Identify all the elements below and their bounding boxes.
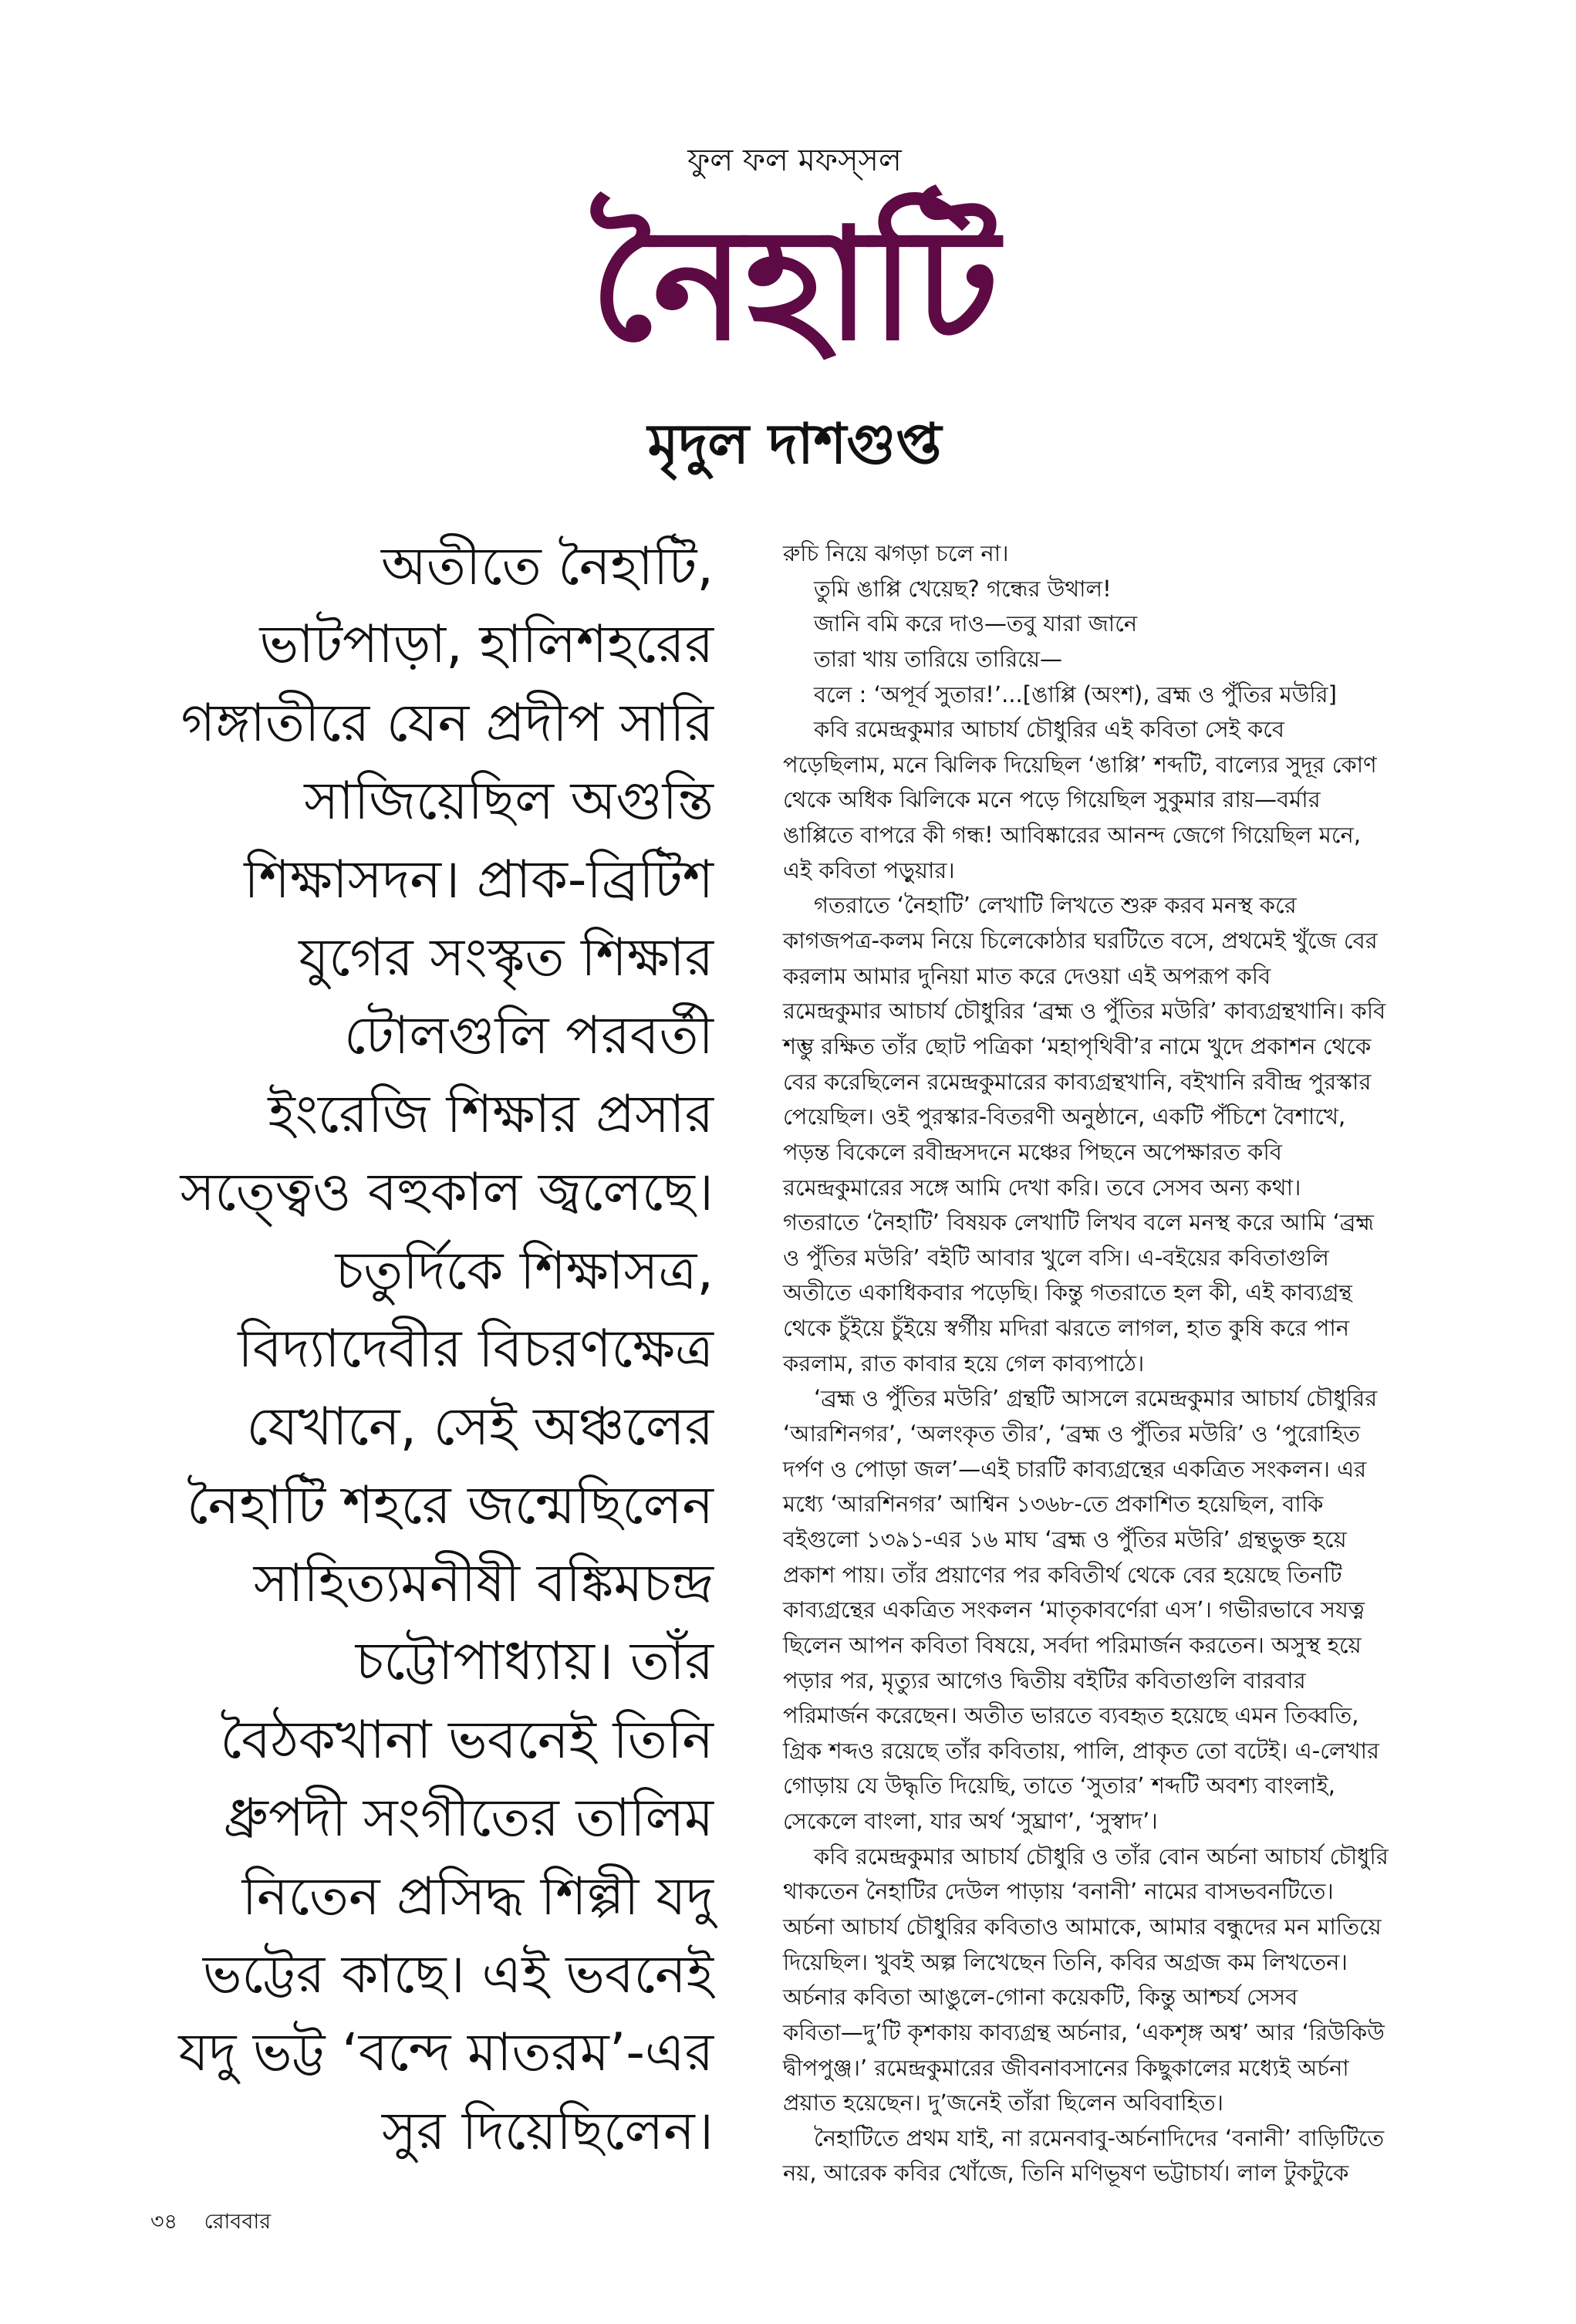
- body-line: অতীতে একাধিকবার পড়েছি। কিন্তু গতরাতে হল কী, এই কাব্যগ্রন্থ: [783, 1279, 1352, 1306]
- body-line: মধ্যে ‘আরশিনগর’ আশ্বিন ১৩৬৮-তে প্রকাশিত হয়েছিল, বাকি: [783, 1491, 1324, 1518]
- body-line: তারা খায় তারিয়ে তারিয়ে—: [814, 645, 1063, 672]
- body-line: গ্রিক শব্দও রয়েছে তাঁর কবিতায়, পালি, প্রাকৃত তো বটেই। এ-লেখার: [783, 1737, 1379, 1764]
- body-line: রুচি নিয়ে ঝগড়া চলে না।: [783, 540, 1009, 566]
- intro-line: যদু ভট্ট ‘বন্দে মাতরম’-এর: [178, 2022, 714, 2084]
- intro-line: নৈহাটি শহরে জন্মেছিলেন: [187, 1474, 714, 1536]
- intro-line: চতুর্দিকে শিক্ষাসত্র,: [335, 1240, 714, 1302]
- body-line: থেকে অধিক ঝিলিকে মনে পড়ে গিয়েছিল সুকুমার রায়—বর্মার: [783, 786, 1321, 813]
- body-line: নৈহাটিতে প্রথম যাই, না রমেনবাবু-অর্চনাদিদের ‘বনানী’ বাড়িটিতে: [814, 2124, 1385, 2151]
- body-line: দর্পণ ও পোড়া জল’—এই চারটি কাব্যগ্রন্থের একত্রিত সংকলন। এর: [783, 1455, 1367, 1482]
- intro-line: টোলগুলি পরবর্তী: [344, 1005, 714, 1067]
- body-line: করলাম আমার দুনিয়া মাত করে দেওয়া এই অপরূপ কবি: [783, 962, 1271, 989]
- body-line: তুমি ঙাপ্পি খেয়েছ? গন্ধের উথাল!: [814, 575, 1112, 602]
- body-line: গতরাতে ‘নৈহাটি’ বিষয়ক লেখাটি লিখব বলে মনস্থ করে আমি ‘ব্রহ্ম: [783, 1209, 1375, 1236]
- body-line: ঙাপ্পিতে বাপরে কী গন্ধ! আবিষ্কারের আনন্দ জেগে গিয়েছিল মনে,: [783, 822, 1362, 849]
- body-line: দ্বীপপুঞ্জ।’ রমেন্দ্রকুমারের জীবনাবসানের কিছুকালের মধ্যেই অর্চনা: [783, 2054, 1349, 2081]
- body-line: থেকে চুঁইয়ে চুঁইয়ে স্বর্গীয় মদিরা ঝরতে লাগল, হাত কুষি করে পান: [783, 1315, 1350, 1342]
- body-line: কাব্যগ্রন্থের একত্রিত সংকলন ‘মাতৃকাবর্ণেরা এস’। গভীরভাবে সযত্ন: [783, 1596, 1365, 1623]
- intro-line: শিক্ষাসদন। প্রাক-ব্রিটিশ: [244, 849, 714, 910]
- body-line: করলাম, রাত কাবার হয়ে গেল কাব্যপাঠে।: [783, 1349, 1145, 1376]
- intro-line: সাহিত্যমনীষী বঙ্কিমচন্দ্র: [253, 1553, 714, 1615]
- body-line: গোড়ায় যে উদ্ধৃতি দিয়েছি, তাতে ‘সুতার’ শব্দটি অবশ্য বাংলাই,: [783, 1772, 1335, 1799]
- section-kicker: ফুল ফল মফস্‌সল: [687, 143, 902, 178]
- intro-line: ধ্রুপদী সংগীতের তালিম: [224, 1788, 714, 1849]
- body-line: ‘ব্রহ্ম ও পুঁতির মউরি’ গ্রন্থটি আসলে রমেন্দ্রকুমার আচার্য চৌধুরির: [814, 1385, 1378, 1412]
- intro-line: যেখানে, সেই অঞ্চলের: [246, 1397, 714, 1458]
- intro-line: নিতেন প্রসিদ্ধ শিল্পী যদু: [241, 1866, 714, 1927]
- body-line: দিয়েছিল। খুবই অল্প লিখেছেন তিনি, কবির অগ্রজ কম লিখতেন।: [783, 1948, 1348, 1975]
- intro-line: অতীতে নৈহাটি,: [381, 536, 714, 597]
- page-footer: [150, 2208, 291, 2236]
- intro-line: গঙ্গাতীরে যেন প্রদীপ সারি: [181, 692, 714, 754]
- body-line: কাগজপত্র-কলম নিয়ে চিলেকোঠার ঘরটিতে বসে, প্রথমেই খুঁজে বের: [783, 927, 1378, 954]
- body-column: [783, 536, 1454, 2191]
- intro-line: ভট্টের কাছে। এই ভবনেই: [202, 1944, 714, 2006]
- body-line: পড়ন্ত বিকেলে রবীন্দ্রসদনে মঞ্চের পিছনে অপেক্ষারত কবি: [783, 1138, 1282, 1165]
- body-line: অর্চনা আচার্য চৌধুরির কবিতাও আমাকে, আমার বন্ধুদের মন মাতিয়ে: [783, 1913, 1382, 1940]
- author-byline: মৃদুল দাশগুপ্ত: [647, 411, 942, 476]
- body-line: পড়ার পর, মৃত্যুর আগেও দ্বিতীয় বইটির কবিতাগুলি বারবার: [783, 1667, 1306, 1694]
- body-line: বইগুলো ১৩৯১-এর ১৬ মাঘ ‘ব্রহ্ম ও পুঁতির মউরি’ গ্রন্থভুক্ত হয়ে: [783, 1525, 1347, 1552]
- body-line: শম্ভু রক্ষিত তাঁর ছোট পত্রিকা ‘মহাপৃথিবী’র নামে খুদে প্রকাশন থেকে: [783, 1032, 1372, 1059]
- intro-line: ভাটপাড়া, হালিশহরের: [259, 614, 714, 676]
- body-line: কবিতা—দু’টি কৃশকায় কাব্যগ্রন্থ অর্চনার, ‘একশৃঙ্গ অশ্ব’ আর ‘রিউকিউ: [783, 2018, 1385, 2045]
- body-line: থাকতেন নৈহাটির দেউল পাড়ায় ‘বনানী’ নামের বাসভবনটিতে।: [783, 1878, 1334, 1905]
- body-line: রমেন্দ্রকুমার আচার্য চৌধুরির ‘ব্রহ্ম ও পুঁতির মউরি’ কাব্যগ্রন্থখানি। কবি: [783, 998, 1386, 1025]
- body-line: পড়েছিলাম, মনে ঝিলিক দিয়েছিল ‘ঙাপ্পি’ শব্দটি, বাল্যের সুদূর কোণ: [783, 751, 1377, 778]
- body-line: কবি রমেন্দ্রকুমার আচার্য চৌধুরির এই কবিতা সেই কবে: [814, 716, 1285, 743]
- body-line: প্রকাশ পায়। তাঁর প্রয়াণের পর কবিতীর্থ থেকে বের হয়েছে তিনটি: [783, 1561, 1342, 1588]
- body-line: অর্চনার কবিতা আঙুলে-গোনা কয়েকটি, কিন্তু আশ্চর্য সেসব: [783, 1984, 1298, 2011]
- intro-line: সুর দিয়েছিলেন।: [381, 2100, 714, 2162]
- intro-column: [116, 528, 714, 2170]
- body-line: রমেন্দ্রকুমারের সঙ্গে আমি দেখা করি। তবে সেসব অন্য কথা।: [783, 1174, 1301, 1201]
- body-line: বলে : ‘অপূর্ব সুতার!’...[ঙাপ্পি (অংশ), ব্রহ্ম ও পুঁতির মউরি]: [814, 681, 1337, 708]
- body-line: ও পুঁতির মউরি’ বইটি আবার খুলে বসি। এ-বইয়ের কবিতাগুলি: [783, 1244, 1329, 1271]
- article-title: নৈহাটি: [590, 195, 999, 375]
- body-line: জানি বমি করে দাও—তবু যারা জানে: [814, 610, 1138, 637]
- intro-line: সাজিয়েছিল অগুন্তি: [304, 771, 714, 833]
- intro-line: বিদ্যাদেবীর বিচরণক্ষেত্র: [238, 1318, 714, 1380]
- body-line: নয়, আরেক কবির খোঁজে, তিনি মণিভূষণ ভট্টাচার্য। লাল টুকটুকে: [783, 2160, 1349, 2187]
- body-line: সেকেলে বাংলা, যার অর্থ ‘সুঘ্রাণ’, ‘সুস্বাদ’।: [783, 1808, 1158, 1835]
- intro-line: যুগের সংস্কৃত শিক্ষার: [299, 927, 714, 988]
- intro-line: চট্টোপাধ্যায়। তাঁর: [355, 1631, 714, 1693]
- body-line: বের করেছিলেন রমেন্দ্রকুমারের কাব্যগ্রন্থখানি, বইখানি রবীন্দ্র পুরস্কার: [783, 1068, 1372, 1095]
- body-line: ছিলেন আপন কবিতা বিষয়ে, সর্বদা পরিমার্জন করতেন। অসুস্থ হয়ে: [783, 1631, 1362, 1658]
- intro-line: বৈঠকখানা ভবনেই তিনি: [220, 1709, 714, 1771]
- body-line: কবি রমেন্দ্রকুমার আচার্য চৌধুরি ও তাঁর বোন অর্চনা আচার্য চৌধুরি: [814, 1843, 1389, 1870]
- body-line: পরিমার্জন করেছেন। অতীত ভারতে ব্যবহৃত হয়েছে এমন তিব্বতি,: [783, 1702, 1359, 1729]
- body-line: পেয়েছিল। ওই পুরস্কার-বিতরণী অনুষ্ঠানে, একটি পঁচিশে বৈশাখে,: [783, 1103, 1346, 1130]
- body-line: এই কবিতা পড়ুয়ার।: [783, 856, 955, 883]
- body-line: গতরাতে ‘নৈহাটি’ লেখাটি লিখতে শুরু করব মনস্থ করে: [814, 892, 1297, 919]
- intro-line: ইংরেজি শিক্ষার প্রসার: [268, 1083, 714, 1145]
- page-number: ৩৪: [150, 2210, 178, 2234]
- intro-line: সত্ত্বেও বহুকাল জ্বলেছে।: [180, 1162, 714, 1224]
- body-line: প্রয়াত হয়েছেন। দু’জনেই তাঁরা ছিলেন অবিবাহিত।: [783, 2089, 1224, 2116]
- body-line: ‘আরশিনগর’, ‘অলংকৃত তীর’, ‘ব্রহ্ম ও পুঁতির মউরি’ ও ‘পুরোহিত: [783, 1420, 1360, 1447]
- publication-name: রোববার: [204, 2210, 272, 2234]
